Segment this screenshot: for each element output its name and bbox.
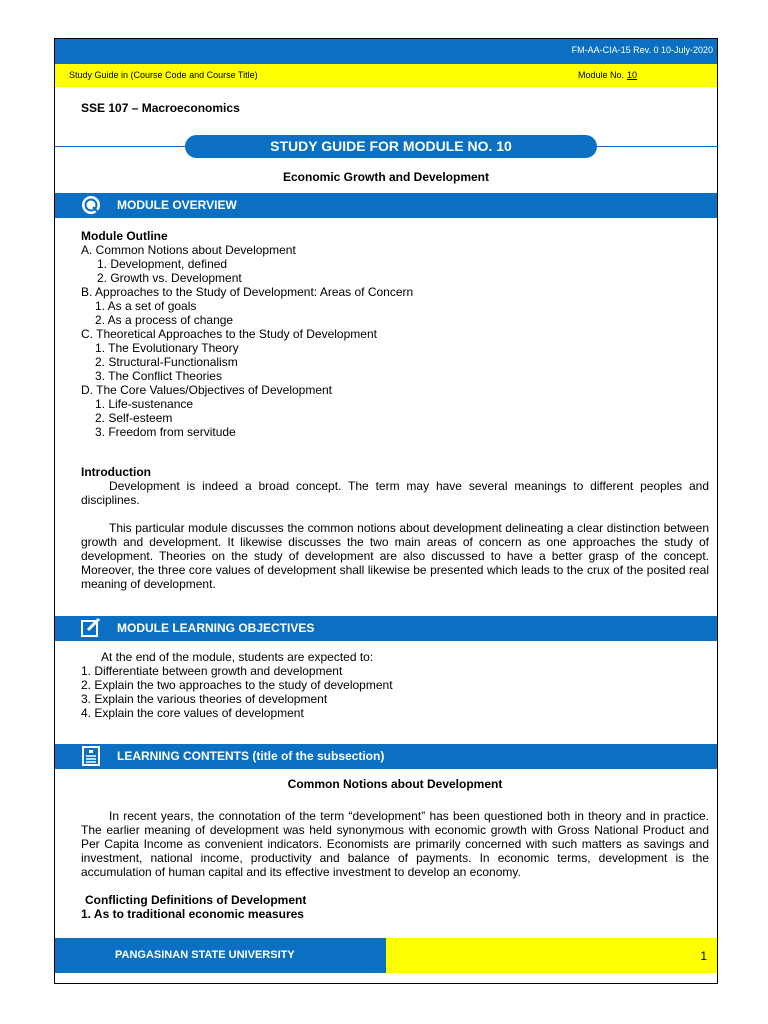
introduction-heading: Introduction: [81, 465, 151, 479]
objective-item: 4. Explain the core values of development: [81, 706, 304, 720]
objective-item: 1. Differentiate between growth and development: [81, 664, 343, 678]
introduction-paragraph-1: Development is indeed a broad concept. The term may have several meanings to different peoples and disciplines.: [81, 479, 709, 507]
learning-objectives-title: MODULE LEARNING OBJECTIVES: [117, 621, 315, 635]
module-overview-title: MODULE OVERVIEW: [117, 198, 237, 212]
objective-item: 3. Explain the various theories of development: [81, 692, 328, 706]
outline-item: 1. As a set of goals: [95, 299, 197, 313]
learning-contents-header: [55, 744, 717, 769]
objectives-lead: At the end of the module, students are expected to:: [101, 650, 374, 664]
objectives-list: [81, 664, 709, 720]
outline-item: D. The Core Values/Objectives of Development: [81, 383, 333, 397]
course-title: SSE 107 – Macroeconomics: [81, 101, 240, 115]
traditional-measures-heading: 1. As to traditional economic measures: [81, 907, 304, 921]
outline-item: 1. The Evolutionary Theory: [95, 341, 239, 355]
learning-contents-title: LEARNING CONTENTS (title of the subsection): [117, 749, 385, 763]
outline-heading: Module Outline: [81, 229, 168, 243]
module-number: [578, 70, 640, 80]
module-overview-header: [55, 193, 717, 218]
outline-item: 1. Development, defined: [97, 257, 228, 271]
conflicting-definitions-heading: Conflicting Definitions of Development: [85, 893, 307, 907]
module-number-label: Module No.: [578, 70, 625, 80]
module-subtitle: Economic Growth and Development: [282, 170, 490, 184]
outline-item: B. Approaches to the Study of Development: Areas of Concern: [81, 285, 414, 299]
university-name: PANGASINAN STATE UNIVERSITY: [115, 949, 295, 961]
study-guide-title: STUDY GUIDE FOR MODULE NO. 10: [185, 135, 597, 158]
outline-item: A. Common Notions about Development: [81, 243, 296, 257]
introduction-section: [81, 465, 709, 591]
learning-objectives-header: [55, 616, 717, 641]
contents-paragraph: In recent years, the connotation of the term “development” has been questioned both in theory and in practice. The earlier meaning of development was held synonymous with economic growth with Gross National Product and Per Capita Income as convenient indicators. Economists are primarily concerned with such matters as savings and investment, national income, productivity and balance of payments. In economic terms, development is the accumulation of human capital and its effective investment to develop an economy.: [81, 809, 709, 879]
outline-item: 2. Self-esteem: [95, 411, 173, 425]
document-list-icon: [81, 746, 101, 766]
conflicting-definitions: [81, 893, 709, 921]
outline-item: 2. Structural-Functionalism: [95, 355, 238, 369]
footer-university-bar: [55, 938, 386, 973]
introduction-paragraph-2: This particular module discusses the common notions about development delineating a clear distinction between growth and development. It likewise discusses the two main areas of concern as one approaches the study of development. Theories on the study of development are also discussed to have a better grasp of the concept. Moreover, the three core values of development shall likewise be presented which leads to the crux of the posited real meaning of development.: [81, 521, 709, 591]
form-code: FM-AA-CIA-15 Rev. 0 10-July-2020: [571, 45, 713, 55]
outline-list: [81, 243, 709, 439]
outline-item: C. Theoretical Approaches to the Study of Development: [81, 327, 377, 341]
pencil-icon: [81, 618, 101, 638]
outline-item: 2. As a process of change: [95, 313, 234, 327]
outline-item: 1. Life-sustenance: [95, 397, 194, 411]
objectives-section: [81, 650, 709, 720]
outline-item: 2. Growth vs. Development: [97, 271, 242, 285]
module-number-value: 10: [627, 70, 638, 80]
outline-item: 3. The Conflict Theories: [95, 369, 222, 383]
outline-item: 3. Freedom from servitude: [95, 425, 236, 439]
study-guide-label: Study Guide in (Course Code and Course Title): [69, 70, 258, 80]
study-guide-page: [54, 38, 718, 984]
page-number: 1: [700, 949, 707, 963]
magnifier-icon: [81, 195, 101, 215]
contents-subheading: Common Notions about Development: [287, 777, 503, 791]
top-header-bar: [55, 39, 717, 64]
objective-item: 2. Explain the two approaches to the study of development: [81, 678, 393, 692]
footer-page-bar: [386, 938, 717, 973]
module-outline: [81, 229, 709, 439]
course-info-bar: [55, 64, 717, 87]
